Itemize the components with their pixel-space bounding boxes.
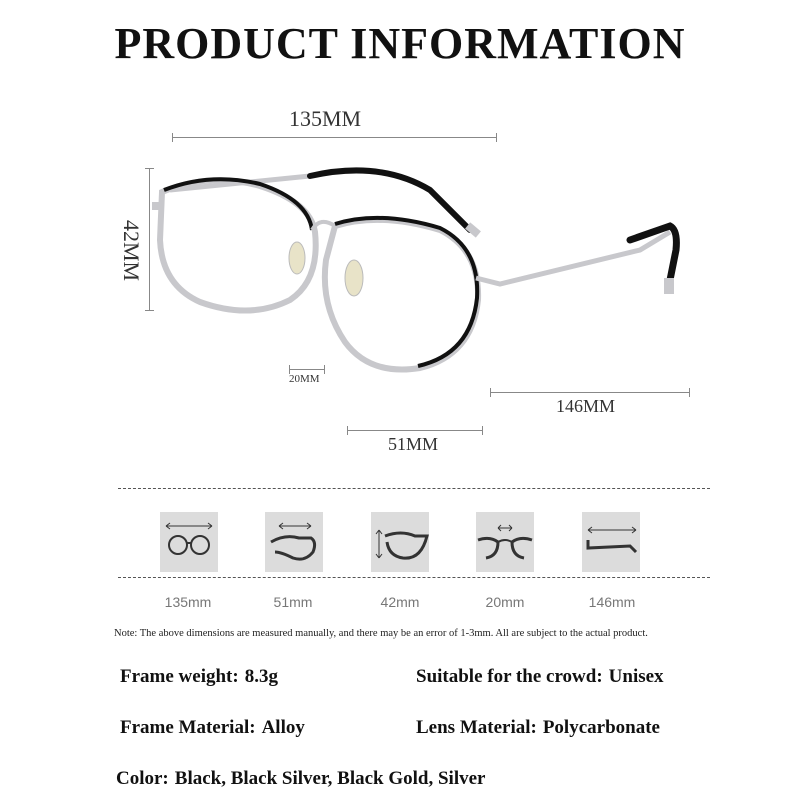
lens-height-label: 42MM <box>119 220 144 282</box>
measurement-note: Note: The above dimensions are measured manually, and there may be an error of 1-3mm. All are subject to the actual product. <box>114 628 648 639</box>
lens-width-line <box>347 430 483 431</box>
divider-bottom <box>118 577 710 578</box>
lens-width-label: 51MM <box>388 434 439 454</box>
spec-frame-weight-value: 8.3g <box>244 666 278 687</box>
spec-lens-material-value: Polycarbonate <box>542 717 660 738</box>
bridge-label: 20MM <box>289 373 320 385</box>
bridge-line <box>289 369 325 370</box>
temple-length-icon <box>582 512 640 572</box>
lens-width-icon-label: 51mm <box>273 594 313 610</box>
lens-height-icon-label: 42mm <box>380 594 420 610</box>
spec-frame-material <box>120 717 305 739</box>
spec-color-label: Color: <box>116 768 169 789</box>
spec-lens-material <box>416 717 660 739</box>
spec-frame-weight <box>120 666 278 688</box>
total-width-label: 135MM <box>289 106 362 131</box>
temple-length-line <box>490 392 690 393</box>
divider-top <box>118 488 710 489</box>
spec-frame-material-value: Alloy <box>261 717 305 738</box>
lens-width-icon <box>265 512 323 572</box>
page-title: PRODUCT INFORMATION <box>114 19 686 68</box>
temple-length-label: 146MM <box>556 396 616 416</box>
temple-length-icon-label: 146mm <box>588 594 636 610</box>
spec-frame-material-label: Frame Material: <box>120 717 256 738</box>
spec-color-value: Black, Black Silver, Black Gold, Silver <box>174 768 486 789</box>
total-width-icon-label: 135mm <box>164 594 212 610</box>
spec-color <box>116 768 485 790</box>
spec-crowd-label: Suitable for the crowd: <box>416 666 603 687</box>
spec-frame-weight-label: Frame weight: <box>120 666 239 687</box>
bridge-width-icon <box>476 512 534 572</box>
spec-lens-material-label: Lens Material: <box>416 717 537 738</box>
glasses-illustration <box>140 150 700 390</box>
spec-crowd <box>416 666 664 688</box>
lens-height-icon <box>371 512 429 572</box>
bridge-width-icon-label: 20mm <box>485 594 525 610</box>
total-width-line <box>172 137 497 138</box>
spec-crowd-value: Unisex <box>608 666 664 687</box>
total-width-icon <box>160 512 218 572</box>
